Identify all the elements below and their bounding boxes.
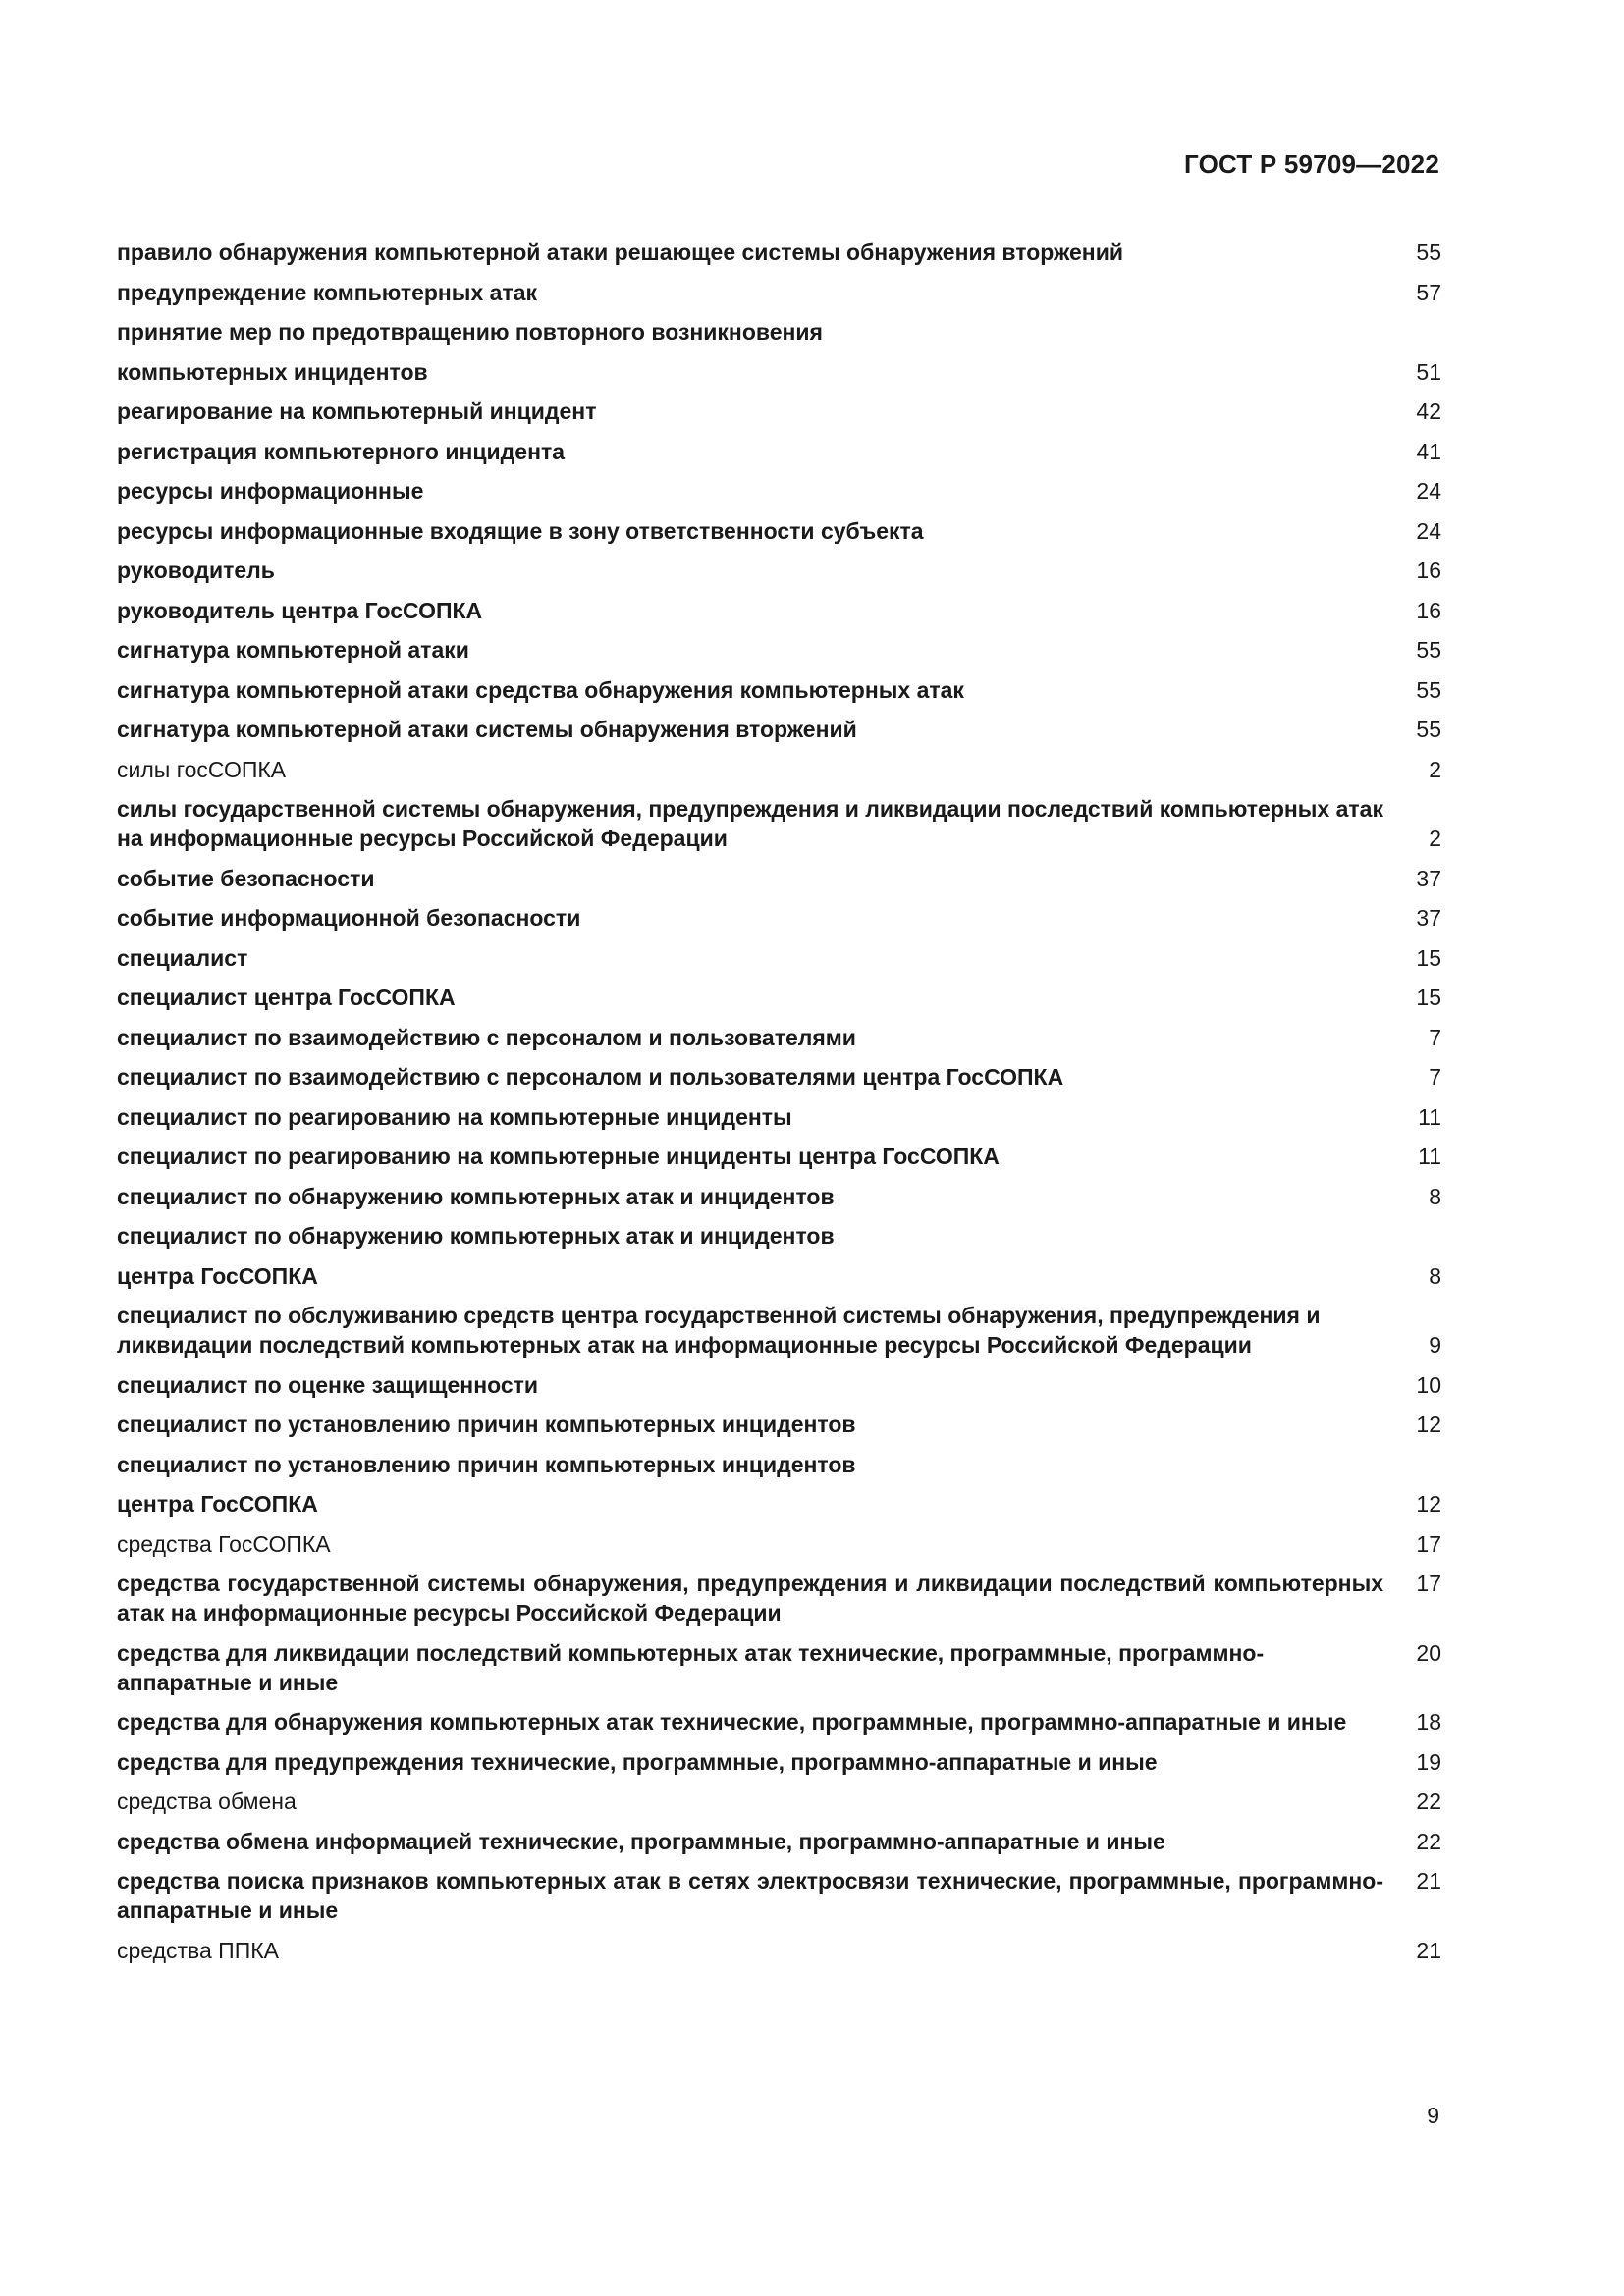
index-term: силы государственной системы обнаружения, предупреждения и ликвидации последствий компьютерных атак на информационные ресурсы Российской Федерации xyxy=(117,796,1383,851)
index-page-ref: 17 xyxy=(1416,1530,1441,1557)
index-term: средства государственной системы обнаружения, предупреждения и ликвидации последствий компьютерных атак на информационные ресурсы Российской Федерации xyxy=(117,1571,1383,1626)
index-page-ref: 2 xyxy=(1429,756,1441,782)
index-entry xyxy=(117,1062,1441,1092)
index-term: специалист по установлению причин компьютерных инцидентов xyxy=(117,1412,856,1437)
index-entry xyxy=(117,715,1441,744)
index-page-ref: 8 xyxy=(1429,1183,1441,1209)
index-page-ref: 7 xyxy=(1429,1064,1441,1090)
index-entry xyxy=(117,1747,1441,1777)
index-entry xyxy=(117,903,1441,933)
index-page-ref: 16 xyxy=(1416,558,1441,583)
index-term: специалист по реагированию на компьютерные инциденты xyxy=(117,1103,792,1130)
index-entry xyxy=(117,278,1441,307)
index-term: средства поиска признаков компьютерных атак в сетях электросвязи технические, программные, программно-аппаратные и иные xyxy=(117,1868,1383,1923)
index-page-ref: 24 xyxy=(1416,517,1441,544)
index-term: средства для предупреждения технические, программные, программно-аппаратные и иные xyxy=(117,1748,1158,1775)
index-page-ref: 22 xyxy=(1416,1789,1441,1814)
index-entry xyxy=(117,1638,1441,1697)
index-page-ref: 9 xyxy=(1429,1332,1441,1358)
subject-index xyxy=(117,238,1441,1975)
index-entry xyxy=(117,864,1441,893)
index-page-ref: 19 xyxy=(1416,1748,1441,1775)
index-page-ref: 37 xyxy=(1416,865,1441,891)
index-term: специалист по обнаружению компьютерных атак и инцидентов xyxy=(117,1223,835,1249)
document-header: ГОСТ Р 59709—2022 xyxy=(1184,149,1439,179)
index-page-ref: 24 xyxy=(1416,478,1441,504)
index-entry xyxy=(117,1182,1441,1211)
index-entry xyxy=(117,943,1441,973)
index-term: центра ГосСОПКА xyxy=(117,1262,318,1289)
index-entry xyxy=(117,1827,1441,1856)
index-term: специалист центра ГосСОПКА xyxy=(117,985,456,1010)
index-page-ref: 15 xyxy=(1416,985,1441,1010)
index-entry xyxy=(117,675,1441,705)
index-term: событие безопасности xyxy=(117,865,375,891)
index-page-ref: 8 xyxy=(1429,1262,1441,1289)
index-entry xyxy=(117,596,1441,625)
index-term: сигнатура компьютерной атаки средства обнаружения компьютерных атак xyxy=(117,676,964,703)
index-page-ref: 55 xyxy=(1416,637,1441,663)
index-term: специалист по реагированию на компьютерные инциденты центра ГосСОПКА xyxy=(117,1144,1000,1169)
index-entry xyxy=(117,1023,1441,1052)
index-page-ref: 15 xyxy=(1416,944,1441,971)
index-entry xyxy=(117,755,1441,784)
index-page-ref: 21 xyxy=(1416,1868,1441,1894)
index-entry xyxy=(117,983,1441,1012)
index-entry xyxy=(117,317,1441,347)
index-term: специалист по обнаружению компьютерных атак и инцидентов xyxy=(117,1183,835,1209)
index-entry xyxy=(117,1787,1441,1816)
index-entry xyxy=(117,437,1441,466)
index-page-ref: 2 xyxy=(1429,826,1441,851)
index-page-ref: 12 xyxy=(1416,1412,1441,1437)
index-page-ref: 7 xyxy=(1429,1024,1441,1050)
index-entry xyxy=(117,1102,1441,1132)
index-term: средства обмена информацией технические, программные, программно-аппаратные и иные xyxy=(117,1828,1165,1854)
index-term: предупреждение компьютерных атак xyxy=(117,279,537,305)
index-page-ref: 22 xyxy=(1416,1828,1441,1854)
index-term: правило обнаружения компьютерной атаки решающее системы обнаружения вторжений xyxy=(117,240,1123,265)
index-entry xyxy=(117,794,1441,853)
index-entry xyxy=(117,556,1441,585)
index-entry xyxy=(117,1450,1441,1479)
index-entry xyxy=(117,1529,1441,1559)
index-entry xyxy=(117,1707,1441,1736)
index-term: реагирование на компьютерный инцидент xyxy=(117,399,597,424)
index-entry xyxy=(117,476,1441,506)
index-term: специалист по взаимодействию с персоналом и пользователями центра ГосСОПКА xyxy=(117,1064,1064,1090)
index-term: сигнатура компьютерной атаки системы обнаружения вторжений xyxy=(117,717,857,742)
index-page-ref: 55 xyxy=(1416,676,1441,703)
index-term: специалист по оценке защищенности xyxy=(117,1371,539,1398)
index-entry xyxy=(117,1142,1441,1171)
index-entry xyxy=(117,1221,1441,1251)
index-term: компьютерных инцидентов xyxy=(117,358,428,385)
index-entry xyxy=(117,1936,1441,1965)
index-term: специалист xyxy=(117,944,248,971)
index-entry xyxy=(117,357,1441,387)
index-term: центра ГосСОПКА xyxy=(117,1491,318,1517)
index-entry xyxy=(117,1489,1441,1519)
index-page-ref: 11 xyxy=(1418,1144,1441,1169)
index-page-ref: 17 xyxy=(1416,1571,1441,1596)
index-entry xyxy=(117,1866,1441,1925)
index-term: средства ГосСОПКА xyxy=(117,1530,331,1557)
index-term: руководитель xyxy=(117,558,275,583)
index-entry xyxy=(117,1301,1441,1360)
index-term: ресурсы информационные входящие в зону ответственности субъекта xyxy=(117,517,924,544)
index-entry xyxy=(117,1410,1441,1439)
index-entry xyxy=(117,397,1441,426)
index-term: средства для ликвидации последствий компьютерных атак технические, программные, программно-аппаратные и иные xyxy=(117,1639,1265,1695)
index-page-ref: 11 xyxy=(1418,1103,1441,1130)
index-entry xyxy=(117,1569,1441,1628)
index-page-ref: 37 xyxy=(1416,905,1441,931)
index-term: событие информационной безопасности xyxy=(117,905,581,931)
page-number: 9 xyxy=(1427,2103,1439,2128)
index-page-ref: 12 xyxy=(1416,1491,1441,1517)
index-term: руководитель центра ГосСОПКА xyxy=(117,597,483,623)
index-page-ref: 16 xyxy=(1416,597,1441,623)
index-page-ref: 55 xyxy=(1416,240,1441,265)
index-page-ref: 18 xyxy=(1416,1709,1441,1735)
index-term: принятие мер по предотвращению повторного возникновения xyxy=(117,319,823,345)
index-term: силы госСОПКА xyxy=(117,756,287,782)
index-page-ref: 51 xyxy=(1416,358,1441,385)
index-page-ref: 57 xyxy=(1416,279,1441,305)
index-term: ресурсы информационные xyxy=(117,478,424,504)
index-term: сигнатура компьютерной атаки xyxy=(117,637,469,663)
index-entry xyxy=(117,1261,1441,1291)
index-term: средства ППКА xyxy=(117,1937,279,1963)
index-term: средства для обнаружения компьютерных атак технические, программные, программно-аппаратные и иные xyxy=(117,1709,1347,1735)
index-entry xyxy=(117,1370,1441,1400)
index-entry xyxy=(117,635,1441,665)
index-term: специалист по обслуживанию средств центра государственной системы обнаружения, предупреждения и ликвидации последствий компьютерных атак на информационные ресурсы Российской Федерации xyxy=(117,1303,1321,1358)
index-page-ref: 21 xyxy=(1416,1937,1441,1963)
index-term: специалист по взаимодействию с персоналом и пользователями xyxy=(117,1024,856,1050)
index-page-ref: 41 xyxy=(1416,438,1441,464)
index-page-ref: 10 xyxy=(1416,1371,1441,1398)
index-page-ref: 42 xyxy=(1416,399,1441,424)
index-entry xyxy=(117,516,1441,546)
index-term: регистрация компьютерного инцидента xyxy=(117,438,566,464)
index-page-ref: 55 xyxy=(1416,717,1441,742)
index-term: специалист по установлению причин компьютерных инцидентов xyxy=(117,1451,856,1477)
index-page-ref: 20 xyxy=(1416,1639,1441,1666)
index-entry xyxy=(117,238,1441,267)
index-term: средства обмена xyxy=(117,1789,297,1814)
